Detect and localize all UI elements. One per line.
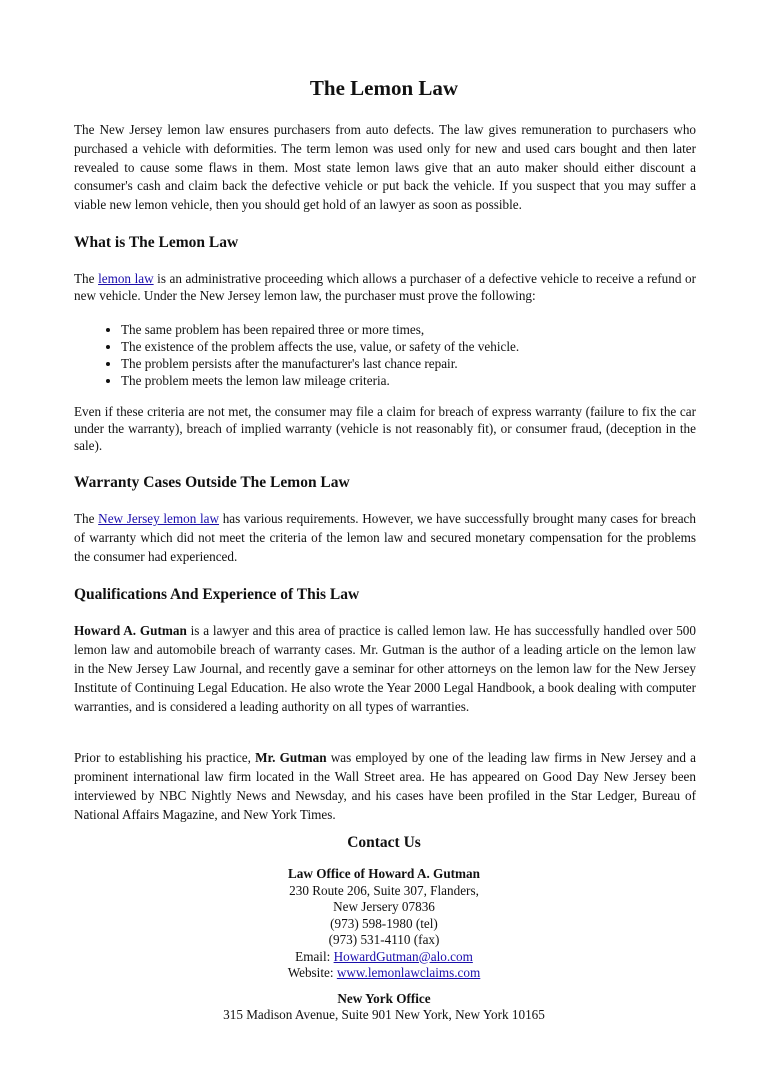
section-heading-warranty: Warranty Cases Outside The Lemon Law: [74, 474, 350, 491]
section-heading-what-is: What is The Lemon Law: [74, 234, 239, 251]
page-title: The Lemon Law: [309, 76, 459, 100]
text: The: [74, 271, 99, 286]
list-item: • The problem persists after the manufacturer's last chance repair.: [121, 355, 743, 372]
contact-block: [0, 866, 768, 982]
text: is a lawyer and this area of practice is called lemon law. He has successfully handled over 500 lemon law and automobile breach of warranty cases. Mr. Gutman is the author of a leading article on the lemon law in the New Jersey Law Journal, and recently gave a seminar for other attorneys on the lemon law for the New Jersey Institute of Continuing Legal Education. He also wrote the Year 2000 Legal Handbook, a book dealing with computer warranties, and is considered a leading authority on all types of warranties.: [74, 623, 696, 714]
address-line: New Jersery 07836: [333, 899, 435, 914]
contact-heading: Contact Us: [347, 834, 421, 851]
section-heading-qualifications: Qualifications And Experience of This Law: [74, 586, 360, 603]
text: has various requirements. However, we have successfully brought many cases for breach of warranty which did not meet the criteria of the lemon law and secured monetary compensation for the problems the consumer had experienced.: [74, 511, 697, 564]
qualifications-paragraph: [74, 621, 696, 716]
criteria-not-met-paragraph: Even if these criteria are not met, the consumer may file a claim for breach of express warranty (failure to fix the car under the warranty), breach of implied warranty (vehicle is not reasonably fit), or consumer fraud, (deception in the sale).: [74, 404, 696, 453]
ny-office-heading: New York Office: [337, 991, 431, 1006]
email-label: Email:: [295, 948, 334, 964]
website-line: [0, 965, 768, 982]
address-line: 230 Route 206, Suite 307, Flanders,: [289, 882, 479, 898]
list-item: • The problem meets the lemon law mileage criteria.: [121, 372, 743, 389]
list-item: • The same problem has been repaired three or more times,: [121, 321, 743, 338]
office-name: Law Office of Howard A. Gutman: [288, 866, 480, 881]
intro-paragraph: The New Jersey lemon law ensures purchasers from auto defects. The law gives remuneration to purchasers who purchased a vehicle with deformities. The term lemon was used only for new and used cars bought and then later revealed to cause some flaws in them. Most state lemon laws give that an auto maker should either discount a consumer's cash and claim back the defective vehicle or put back the vehicle. If you suspect that you may suffer a viable new lemon vehicle, then you should get hold of an lawyer as soon as possible.: [74, 122, 696, 213]
list-item: • The existence of the problem affects the use, value, or safety of the vehicle.: [121, 338, 743, 355]
website-link[interactable]: www.lemonlawclaims.com: [336, 965, 481, 980]
criteria-list: [74, 321, 743, 389]
background-paragraph: [74, 748, 696, 824]
what-is-paragraph: [74, 270, 696, 304]
lemon-law-link[interactable]: lemon law: [98, 271, 154, 286]
website-label: Website:: [287, 965, 337, 980]
text: was employed by one of the leading law firms in New Jersey and a prominent international law firm located in the Wall Street area. He has appeared on Good Day New Jersey been interviewed by NBC Nightly News and Newsday, and his cases have been profiled in the Star Ledger, Bureau of National Affairs Magazine, and New York Times.: [74, 750, 696, 822]
email-line: [0, 949, 768, 966]
text: The: [74, 511, 99, 526]
ny-office-address: 315 Madison Avenue, Suite 901 New York, New York 10165: [223, 1007, 545, 1022]
lawyer-name: Mr. Gutman: [255, 750, 327, 765]
text: is an administrative proceeding which allows a purchaser of a defective vehicle to receive a refund or new vehicle. Under the New Jersey lemon law, the purchaser must prove the following:: [74, 271, 696, 303]
warranty-paragraph: [74, 509, 696, 566]
text: Prior to establishing his practice,: [74, 750, 256, 765]
nj-lemon-law-link[interactable]: New Jersey lemon law: [98, 511, 220, 526]
email-link[interactable]: HowardGutman@alo.com: [333, 948, 473, 964]
fax: (973) 531-4110 (fax): [328, 932, 440, 947]
lawyer-name: Howard A. Gutman: [74, 623, 187, 638]
phone: (973) 598-1980 (tel): [330, 915, 438, 931]
